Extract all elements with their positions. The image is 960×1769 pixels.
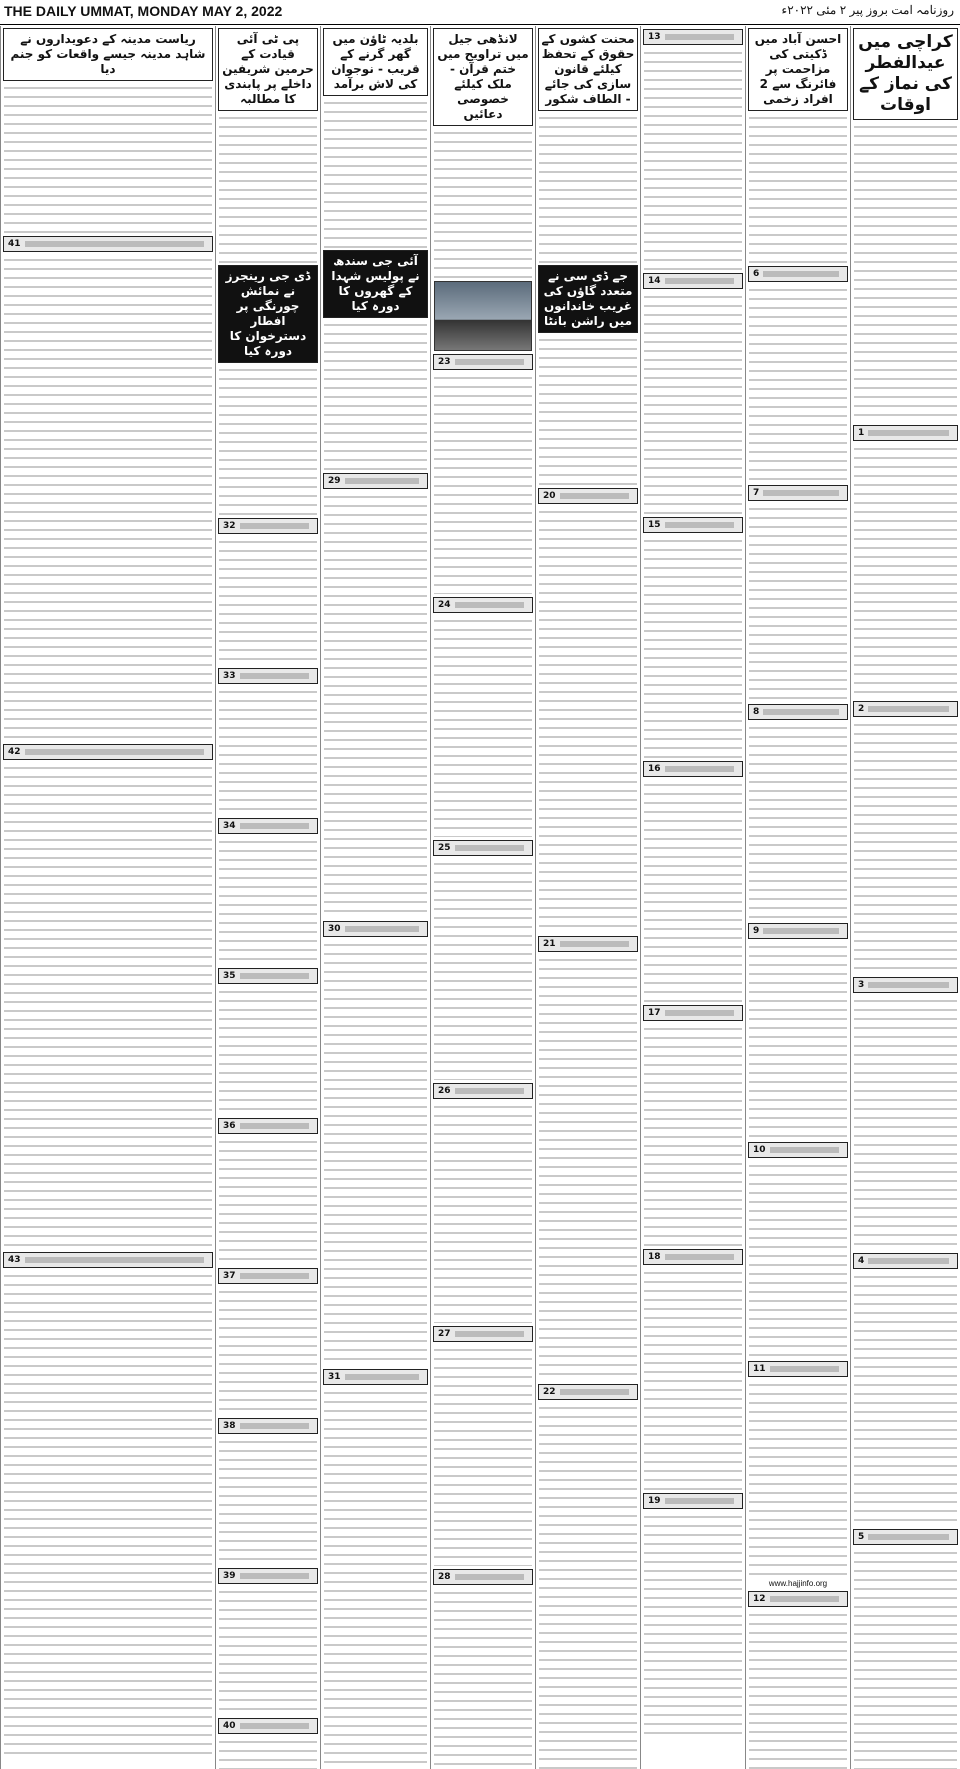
headline: پی ٹی آئی قیادت کے حرمین شریفین داخلے پر پابندی کا مطالبہ (218, 28, 318, 111)
story-tag (538, 1384, 638, 1400)
article-body (4, 83, 212, 233)
story-label-bar (240, 973, 309, 979)
story-label-bar (240, 673, 309, 679)
story-label-bar (560, 493, 629, 499)
news-column (640, 26, 745, 1769)
website-link[interactable]: www.hajjinfo.org (768, 1579, 828, 1588)
story-number: 43 (8, 1255, 21, 1265)
story-label-bar (240, 1123, 309, 1129)
story-number: 23 (438, 357, 451, 367)
story-tag (218, 968, 318, 984)
article-body (219, 1287, 317, 1415)
article-body (324, 940, 427, 1366)
article-body (219, 837, 317, 965)
story-number: 29 (328, 476, 341, 486)
story-tag (3, 236, 213, 252)
article-body (539, 507, 637, 933)
story-label-bar (345, 926, 419, 932)
story-tag (323, 1369, 428, 1385)
story-tag (218, 1118, 318, 1134)
article-body (434, 616, 532, 837)
story-label-bar (665, 278, 734, 284)
story-label-bar (868, 982, 949, 988)
article-body (749, 942, 847, 1139)
story-label-bar (763, 490, 839, 496)
newspaper-title: THE DAILY UMMAT, MONDAY MAY 2, 2022 (4, 3, 283, 19)
story-number: 16 (648, 764, 661, 774)
article-body (749, 1610, 847, 1769)
story-number: 39 (223, 1571, 236, 1581)
story-tag (433, 597, 533, 613)
headline: لانڈھی جیل میں تراویح میں ختم قرآن - ملک کیلئے خصوصی دعائیں (433, 28, 533, 126)
story-tag (538, 488, 638, 504)
article-body (219, 687, 317, 815)
story-number: 15 (648, 520, 661, 530)
story-tag (643, 273, 743, 289)
story-label-bar (868, 430, 949, 436)
story-number: 2 (858, 704, 865, 714)
article-body (854, 444, 957, 698)
story-tag (3, 744, 213, 760)
story-number: 41 (8, 239, 21, 249)
story-number: 36 (223, 1121, 236, 1131)
news-column (745, 26, 850, 1769)
story-label-bar (665, 766, 734, 772)
story-tag (218, 1718, 318, 1734)
story-label-bar (25, 749, 204, 755)
story-label-bar (455, 1574, 524, 1580)
article-body (324, 492, 427, 918)
story-number: 19 (648, 1496, 661, 1506)
headline: احسن آباد میں ڈکیتی کی مزاحمت پر فائرنگ سے 2 افراد زخمی (748, 28, 848, 111)
story-number: 22 (543, 1387, 556, 1397)
story-tag (748, 1591, 848, 1607)
story-tag (643, 1493, 743, 1509)
headline: محنت کشوں کے حقوق کے تحفظ کیلئے قانون سازی کی جائے - الطاف شکور (538, 28, 638, 111)
story-number: 32 (223, 521, 236, 531)
story-label-bar (25, 1257, 204, 1263)
story-tag (433, 1326, 533, 1342)
story-tag (218, 1568, 318, 1584)
article-body (4, 255, 212, 741)
story-label-bar (770, 1147, 839, 1153)
story-label-bar (560, 941, 629, 947)
headline: جے ڈی سی نے متعدد گاؤں کی غریب خاندانوں میں راشن بانٹا (538, 265, 638, 333)
story-tag (218, 1268, 318, 1284)
article-body (219, 1137, 317, 1265)
story-number: 18 (648, 1252, 661, 1262)
story-label-bar (665, 34, 734, 40)
story-number: 10 (753, 1145, 766, 1155)
story-tag (218, 668, 318, 684)
story-label-bar (240, 823, 309, 829)
story-number: 28 (438, 1572, 451, 1582)
story-tag (643, 1005, 743, 1021)
story-tag (3, 1252, 213, 1268)
story-tag (323, 473, 428, 489)
article-body (854, 1272, 957, 1526)
story-number: 34 (223, 821, 236, 831)
article-body (749, 113, 847, 263)
article-body (854, 996, 957, 1250)
newspaper-page (0, 26, 960, 1769)
article-body (854, 1548, 957, 1769)
story-number: 13 (648, 32, 661, 42)
article-body (434, 1588, 532, 1769)
article-body (644, 292, 742, 514)
story-number: 25 (438, 843, 451, 853)
article-body (434, 128, 532, 278)
article-body (219, 1587, 317, 1715)
story-number: 3 (858, 980, 865, 990)
story-number: 6 (753, 269, 760, 279)
story-number: 37 (223, 1271, 236, 1281)
news-column (320, 26, 430, 1769)
story-number: 31 (328, 1372, 341, 1382)
story-number: 33 (223, 671, 236, 681)
story-label-bar (455, 602, 524, 608)
story-tag (853, 1253, 958, 1269)
news-column (535, 26, 640, 1769)
article-body (219, 1437, 317, 1565)
article-body (219, 365, 317, 515)
story-tag (218, 518, 318, 534)
story-label-bar (240, 1573, 309, 1579)
article-body (749, 504, 847, 701)
article-body (324, 98, 427, 248)
story-label-bar (868, 1258, 949, 1264)
story-label-bar (770, 1366, 839, 1372)
story-label-bar (240, 1423, 309, 1429)
article-body (434, 859, 532, 1080)
story-tag (853, 977, 958, 993)
story-number: 1 (858, 428, 865, 438)
story-number: 26 (438, 1086, 451, 1096)
article-body (644, 1268, 742, 1490)
article-body (219, 1737, 317, 1769)
article-body (854, 122, 957, 422)
article-body (749, 723, 847, 920)
headline: آئی جی سندھ نے پولیس شہدا کے گھروں کا دورہ کیا (323, 250, 428, 318)
news-photo (434, 281, 532, 351)
story-number: 17 (648, 1008, 661, 1018)
story-number: 11 (753, 1364, 766, 1374)
story-number: 30 (328, 924, 341, 934)
article-body (434, 1345, 532, 1566)
news-column (0, 26, 215, 1769)
article-body (4, 763, 212, 1249)
story-number: 9 (753, 926, 760, 936)
story-number: 27 (438, 1329, 451, 1339)
story-label-bar (763, 709, 839, 715)
story-label-bar (455, 1088, 524, 1094)
story-label-bar (868, 1534, 949, 1540)
story-label-bar (240, 523, 309, 529)
story-tag (218, 1418, 318, 1434)
story-number: 20 (543, 491, 556, 501)
article-body (4, 1271, 212, 1757)
story-tag (643, 517, 743, 533)
article-body (644, 1512, 742, 1734)
story-label-bar (240, 1273, 309, 1279)
headline: کراچی میں عیدالفطر کی نماز کے اوقات (853, 28, 958, 120)
news-column (430, 26, 535, 1769)
headline: ڈی جی رینجرز نے نمائش چورنگی پر افطار دسترخوان کا دورہ کیا (218, 265, 318, 363)
story-number: 21 (543, 939, 556, 949)
article-body (644, 536, 742, 758)
story-tag (853, 701, 958, 717)
article-body (219, 113, 317, 263)
article-body (644, 780, 742, 1002)
article-body (219, 987, 317, 1115)
article-body (854, 720, 957, 974)
story-label-bar (345, 478, 419, 484)
article-body (324, 320, 427, 470)
story-label-bar (345, 1374, 419, 1380)
story-label-bar (665, 1498, 734, 1504)
story-number: 42 (8, 747, 21, 757)
story-label-bar (455, 359, 524, 365)
story-tag (538, 936, 638, 952)
story-number: 40 (223, 1721, 236, 1731)
story-number: 38 (223, 1421, 236, 1431)
article-body (644, 48, 742, 270)
story-number: 12 (753, 1594, 766, 1604)
story-label-bar (770, 1596, 839, 1602)
story-label-bar (665, 1254, 734, 1260)
story-number: 7 (753, 488, 760, 498)
article-body (749, 1380, 847, 1577)
story-tag (748, 1361, 848, 1377)
story-tag (643, 761, 743, 777)
masthead (0, 0, 960, 25)
article-body (539, 113, 637, 263)
news-column (215, 26, 320, 1769)
story-number: 8 (753, 707, 760, 717)
news-column (850, 26, 960, 1769)
story-tag (748, 923, 848, 939)
story-label-bar (455, 845, 524, 851)
story-number: 14 (648, 276, 661, 286)
article-body (749, 285, 847, 482)
story-number: 4 (858, 1256, 865, 1266)
story-number: 24 (438, 600, 451, 610)
story-tag (748, 485, 848, 501)
story-tag (643, 29, 743, 45)
story-tag (323, 921, 428, 937)
article-body (539, 955, 637, 1381)
article-body (539, 1403, 637, 1769)
article-body (434, 373, 532, 594)
story-tag (853, 1529, 958, 1545)
story-label-bar (763, 928, 839, 934)
story-number: 35 (223, 971, 236, 981)
story-label-bar (763, 271, 839, 277)
newspaper-date: روزنامہ امت بروز پیر ۲ مئی ۲۰۲۲ء (781, 3, 954, 17)
story-tag (853, 425, 958, 441)
article-body (219, 537, 317, 665)
article-body (749, 1161, 847, 1358)
article-body (434, 1102, 532, 1323)
story-tag (433, 840, 533, 856)
story-tag (748, 704, 848, 720)
story-number: 5 (858, 1532, 865, 1542)
story-label-bar (560, 1389, 629, 1395)
story-tag (433, 1569, 533, 1585)
story-label-bar (665, 1010, 734, 1016)
story-tag (218, 818, 318, 834)
article-body (644, 1024, 742, 1246)
headline: بلدیہ ٹاؤن میں گھر گرنے کے قریب - نوجوان کی لاش برآمد (323, 28, 428, 96)
story-tag (748, 266, 848, 282)
story-tag (433, 354, 533, 370)
story-tag (433, 1083, 533, 1099)
story-label-bar (455, 1331, 524, 1337)
article-body (539, 335, 637, 485)
headline: ریاست مدینہ کے دعویداروں نے شاہد مدینہ جیسے واقعات کو جنم دیا (3, 28, 213, 81)
story-label-bar (25, 241, 204, 247)
article-body (324, 1388, 427, 1769)
story-tag (643, 1249, 743, 1265)
story-label-bar (868, 706, 949, 712)
story-tag (748, 1142, 848, 1158)
story-label-bar (240, 1723, 309, 1729)
story-label-bar (665, 522, 734, 528)
